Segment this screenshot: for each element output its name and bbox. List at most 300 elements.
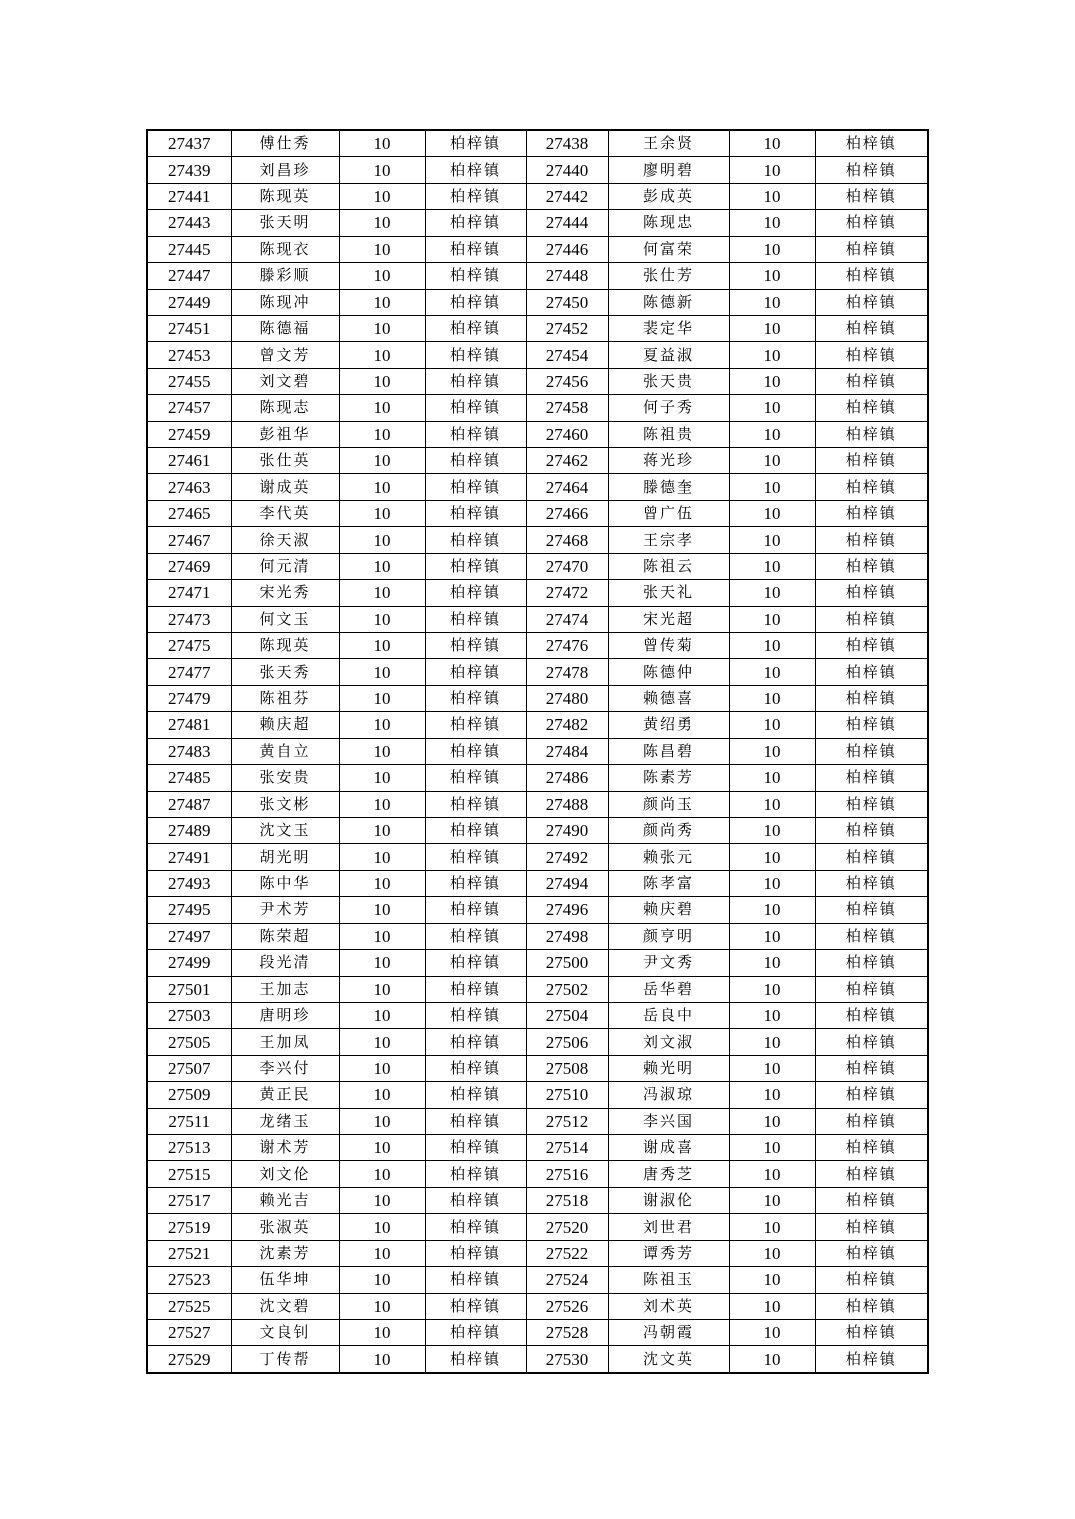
table-row	[147, 1187, 928, 1213]
count-cell: 10	[729, 1214, 815, 1240]
id-cell: 27454	[526, 342, 608, 368]
name-cell: 陈现英	[231, 633, 339, 659]
id-cell: 27497	[147, 923, 231, 949]
id-cell: 27527	[147, 1319, 231, 1345]
count-cell: 10	[339, 395, 425, 421]
town-cell: 柏梓镇	[815, 844, 928, 870]
town-cell: 柏梓镇	[815, 395, 928, 421]
table-row	[147, 1214, 928, 1240]
town-cell: 柏梓镇	[425, 289, 526, 315]
count-cell: 10	[729, 1319, 815, 1345]
id-cell: 27511	[147, 1108, 231, 1134]
town-cell: 柏梓镇	[425, 1293, 526, 1319]
id-cell: 27481	[147, 712, 231, 738]
count-cell: 10	[339, 183, 425, 209]
table-row	[147, 712, 928, 738]
id-cell: 27459	[147, 421, 231, 447]
count-cell: 10	[729, 1029, 815, 1055]
name-cell: 曾传菊	[608, 633, 729, 659]
id-cell: 27461	[147, 448, 231, 474]
town-cell: 柏梓镇	[425, 1002, 526, 1028]
name-cell: 龙绪玉	[231, 1108, 339, 1134]
name-cell: 赖张元	[608, 844, 729, 870]
town-cell: 柏梓镇	[425, 580, 526, 606]
id-cell: 27439	[147, 157, 231, 183]
count-cell: 10	[339, 897, 425, 923]
table-row	[147, 1029, 928, 1055]
count-cell: 10	[339, 685, 425, 711]
id-cell: 27440	[526, 157, 608, 183]
town-cell: 柏梓镇	[815, 368, 928, 394]
id-cell: 27518	[526, 1187, 608, 1213]
id-cell: 27437	[147, 130, 231, 157]
name-cell: 陈昌碧	[608, 738, 729, 764]
count-cell: 10	[729, 368, 815, 394]
name-cell: 丁传帮	[231, 1346, 339, 1373]
table-row	[147, 1293, 928, 1319]
count-cell: 10	[339, 1161, 425, 1187]
town-cell: 柏梓镇	[815, 1267, 928, 1293]
town-cell: 柏梓镇	[815, 765, 928, 791]
table-row	[147, 289, 928, 315]
name-cell: 滕德奎	[608, 474, 729, 500]
id-cell: 27504	[526, 1002, 608, 1028]
count-cell: 10	[339, 1240, 425, 1266]
town-cell: 柏梓镇	[425, 791, 526, 817]
table-row	[147, 368, 928, 394]
town-cell: 柏梓镇	[425, 553, 526, 579]
id-cell: 27470	[526, 553, 608, 579]
id-cell: 27507	[147, 1055, 231, 1081]
name-cell: 陈德仲	[608, 659, 729, 685]
table-row	[147, 1082, 928, 1108]
town-cell: 柏梓镇	[815, 923, 928, 949]
town-cell: 柏梓镇	[425, 1108, 526, 1134]
name-cell: 裴定华	[608, 315, 729, 341]
count-cell: 10	[339, 950, 425, 976]
count-cell: 10	[729, 500, 815, 526]
town-cell: 柏梓镇	[425, 183, 526, 209]
table-row	[147, 263, 928, 289]
town-cell: 柏梓镇	[815, 474, 928, 500]
name-cell: 颜亨明	[608, 923, 729, 949]
id-cell: 27522	[526, 1240, 608, 1266]
town-cell: 柏梓镇	[425, 210, 526, 236]
count-cell: 10	[339, 421, 425, 447]
id-cell: 27464	[526, 474, 608, 500]
table-row	[147, 633, 928, 659]
town-cell: 柏梓镇	[815, 1293, 928, 1319]
name-cell: 何元清	[231, 553, 339, 579]
town-cell: 柏梓镇	[815, 1082, 928, 1108]
id-cell: 27491	[147, 844, 231, 870]
roster-table	[146, 129, 929, 1374]
id-cell: 27438	[526, 130, 608, 157]
town-cell: 柏梓镇	[425, 527, 526, 553]
count-cell: 10	[729, 1267, 815, 1293]
town-cell: 柏梓镇	[815, 1240, 928, 1266]
town-cell: 柏梓镇	[425, 315, 526, 341]
count-cell: 10	[339, 130, 425, 157]
id-cell: 27487	[147, 791, 231, 817]
id-cell: 27453	[147, 342, 231, 368]
id-cell: 27475	[147, 633, 231, 659]
town-cell: 柏梓镇	[425, 633, 526, 659]
count-cell: 10	[729, 1346, 815, 1373]
count-cell: 10	[339, 474, 425, 500]
town-cell: 柏梓镇	[425, 712, 526, 738]
id-cell: 27529	[147, 1346, 231, 1373]
table-row	[147, 659, 928, 685]
count-cell: 10	[729, 659, 815, 685]
id-cell: 27525	[147, 1293, 231, 1319]
id-cell: 27493	[147, 870, 231, 896]
table-row	[147, 315, 928, 341]
id-cell: 27460	[526, 421, 608, 447]
town-cell: 柏梓镇	[425, 765, 526, 791]
town-cell: 柏梓镇	[425, 923, 526, 949]
town-cell: 柏梓镇	[815, 236, 928, 262]
table-row	[147, 950, 928, 976]
town-cell: 柏梓镇	[815, 210, 928, 236]
count-cell: 10	[339, 791, 425, 817]
name-cell: 陈祖云	[608, 553, 729, 579]
town-cell: 柏梓镇	[425, 817, 526, 843]
town-cell: 柏梓镇	[815, 342, 928, 368]
count-cell: 10	[729, 236, 815, 262]
count-cell: 10	[339, 236, 425, 262]
count-cell: 10	[729, 712, 815, 738]
table-row	[147, 844, 928, 870]
name-cell: 陈素芳	[608, 765, 729, 791]
count-cell: 10	[339, 448, 425, 474]
count-cell: 10	[729, 1082, 815, 1108]
id-cell: 27510	[526, 1082, 608, 1108]
name-cell: 陈现志	[231, 395, 339, 421]
name-cell: 滕彩顺	[231, 263, 339, 289]
id-cell: 27480	[526, 685, 608, 711]
town-cell: 柏梓镇	[815, 580, 928, 606]
count-cell: 10	[729, 315, 815, 341]
name-cell: 陈现英	[231, 183, 339, 209]
count-cell: 10	[729, 1187, 815, 1213]
count-cell: 10	[729, 183, 815, 209]
id-cell: 27506	[526, 1029, 608, 1055]
town-cell: 柏梓镇	[815, 130, 928, 157]
id-cell: 27515	[147, 1161, 231, 1187]
id-cell: 27519	[147, 1214, 231, 1240]
id-cell: 27524	[526, 1267, 608, 1293]
count-cell: 10	[729, 263, 815, 289]
id-cell: 27513	[147, 1135, 231, 1161]
town-cell: 柏梓镇	[815, 1029, 928, 1055]
name-cell: 陈现冲	[231, 289, 339, 315]
id-cell: 27447	[147, 263, 231, 289]
table-row	[147, 1135, 928, 1161]
count-cell: 10	[729, 870, 815, 896]
count-cell: 10	[729, 289, 815, 315]
name-cell: 文良钊	[231, 1319, 339, 1345]
count-cell: 10	[339, 527, 425, 553]
id-cell: 27494	[526, 870, 608, 896]
id-cell: 27483	[147, 738, 231, 764]
count-cell: 10	[729, 817, 815, 843]
name-cell: 唐秀芝	[608, 1161, 729, 1187]
name-cell: 何子秀	[608, 395, 729, 421]
name-cell: 张天明	[231, 210, 339, 236]
table-row	[147, 897, 928, 923]
name-cell: 谭秀芳	[608, 1240, 729, 1266]
id-cell: 27516	[526, 1161, 608, 1187]
table-row	[147, 765, 928, 791]
count-cell: 10	[339, 844, 425, 870]
name-cell: 曾广伍	[608, 500, 729, 526]
town-cell: 柏梓镇	[425, 685, 526, 711]
count-cell: 10	[339, 765, 425, 791]
town-cell: 柏梓镇	[815, 1002, 928, 1028]
table-row	[147, 500, 928, 526]
count-cell: 10	[339, 1135, 425, 1161]
id-cell: 27458	[526, 395, 608, 421]
count-cell: 10	[729, 527, 815, 553]
id-cell: 27451	[147, 315, 231, 341]
name-cell: 徐天淑	[231, 527, 339, 553]
name-cell: 张仕芳	[608, 263, 729, 289]
id-cell: 27462	[526, 448, 608, 474]
id-cell: 27517	[147, 1187, 231, 1213]
count-cell: 10	[729, 765, 815, 791]
town-cell: 柏梓镇	[815, 421, 928, 447]
name-cell: 陈祖玉	[608, 1267, 729, 1293]
town-cell: 柏梓镇	[425, 448, 526, 474]
town-cell: 柏梓镇	[815, 897, 928, 923]
count-cell: 10	[339, 606, 425, 632]
count-cell: 10	[339, 1187, 425, 1213]
name-cell: 冯朝霞	[608, 1319, 729, 1345]
name-cell: 蒋光珍	[608, 448, 729, 474]
town-cell: 柏梓镇	[425, 870, 526, 896]
count-cell: 10	[729, 685, 815, 711]
name-cell: 王加志	[231, 976, 339, 1002]
name-cell: 傅仕秀	[231, 130, 339, 157]
name-cell: 伍华坤	[231, 1267, 339, 1293]
table-row	[147, 1108, 928, 1134]
id-cell: 27463	[147, 474, 231, 500]
id-cell: 27445	[147, 236, 231, 262]
count-cell: 10	[339, 289, 425, 315]
id-cell: 27478	[526, 659, 608, 685]
count-cell: 10	[339, 633, 425, 659]
name-cell: 刘术英	[608, 1293, 729, 1319]
id-cell: 27443	[147, 210, 231, 236]
name-cell: 沈文碧	[231, 1293, 339, 1319]
name-cell: 张安贵	[231, 765, 339, 791]
table-row	[147, 236, 928, 262]
id-cell: 27486	[526, 765, 608, 791]
count-cell: 10	[339, 870, 425, 896]
name-cell: 段光清	[231, 950, 339, 976]
id-cell: 27450	[526, 289, 608, 315]
name-cell: 陈祖贵	[608, 421, 729, 447]
count-cell: 10	[339, 157, 425, 183]
town-cell: 柏梓镇	[815, 950, 928, 976]
count-cell: 10	[729, 342, 815, 368]
count-cell: 10	[729, 395, 815, 421]
name-cell: 张天秀	[231, 659, 339, 685]
table-row	[147, 1240, 928, 1266]
town-cell: 柏梓镇	[815, 183, 928, 209]
id-cell: 27469	[147, 553, 231, 579]
table-row	[147, 923, 928, 949]
count-cell: 10	[339, 315, 425, 341]
town-cell: 柏梓镇	[815, 712, 928, 738]
table-row	[147, 1055, 928, 1081]
count-cell: 10	[339, 1346, 425, 1373]
town-cell: 柏梓镇	[425, 1214, 526, 1240]
count-cell: 10	[339, 1214, 425, 1240]
town-cell: 柏梓镇	[815, 1108, 928, 1134]
id-cell: 27495	[147, 897, 231, 923]
id-cell: 27489	[147, 817, 231, 843]
count-cell: 10	[729, 923, 815, 949]
count-cell: 10	[339, 342, 425, 368]
town-cell: 柏梓镇	[425, 1055, 526, 1081]
table-row	[147, 817, 928, 843]
id-cell: 27465	[147, 500, 231, 526]
id-cell: 27473	[147, 606, 231, 632]
count-cell: 10	[729, 897, 815, 923]
town-cell: 柏梓镇	[815, 1346, 928, 1373]
name-cell: 黄绍勇	[608, 712, 729, 738]
name-cell: 彭祖华	[231, 421, 339, 447]
id-cell: 27457	[147, 395, 231, 421]
count-cell: 10	[729, 1240, 815, 1266]
count-cell: 10	[729, 580, 815, 606]
town-cell: 柏梓镇	[425, 1135, 526, 1161]
count-cell: 10	[729, 1293, 815, 1319]
count-cell: 10	[339, 210, 425, 236]
name-cell: 何富荣	[608, 236, 729, 262]
id-cell: 27479	[147, 685, 231, 711]
count-cell: 10	[339, 1082, 425, 1108]
id-cell: 27526	[526, 1293, 608, 1319]
town-cell: 柏梓镇	[425, 263, 526, 289]
name-cell: 王余贤	[608, 130, 729, 157]
count-cell: 10	[729, 950, 815, 976]
name-cell: 尹术芳	[231, 897, 339, 923]
name-cell: 岳良中	[608, 1002, 729, 1028]
town-cell: 柏梓镇	[815, 633, 928, 659]
name-cell: 陈中华	[231, 870, 339, 896]
id-cell: 27490	[526, 817, 608, 843]
name-cell: 王宗孝	[608, 527, 729, 553]
town-cell: 柏梓镇	[425, 1161, 526, 1187]
table-row	[147, 791, 928, 817]
town-cell: 柏梓镇	[815, 817, 928, 843]
table-row	[147, 1002, 928, 1028]
count-cell: 10	[729, 474, 815, 500]
name-cell: 刘文伦	[231, 1161, 339, 1187]
count-cell: 10	[729, 1002, 815, 1028]
table-row	[147, 395, 928, 421]
count-cell: 10	[339, 817, 425, 843]
count-cell: 10	[339, 659, 425, 685]
name-cell: 王加凤	[231, 1029, 339, 1055]
name-cell: 刘世君	[608, 1214, 729, 1240]
count-cell: 10	[729, 976, 815, 1002]
name-cell: 李兴国	[608, 1108, 729, 1134]
town-cell: 柏梓镇	[425, 976, 526, 1002]
count-cell: 10	[339, 1319, 425, 1345]
count-cell: 10	[729, 130, 815, 157]
table-row	[147, 553, 928, 579]
name-cell: 沈文玉	[231, 817, 339, 843]
town-cell: 柏梓镇	[815, 606, 928, 632]
count-cell: 10	[339, 1293, 425, 1319]
town-cell: 柏梓镇	[425, 130, 526, 157]
id-cell: 27477	[147, 659, 231, 685]
id-cell: 27484	[526, 738, 608, 764]
town-cell: 柏梓镇	[815, 1055, 928, 1081]
name-cell: 赖光吉	[231, 1187, 339, 1213]
table-row	[147, 606, 928, 632]
id-cell: 27492	[526, 844, 608, 870]
table-row	[147, 527, 928, 553]
id-cell: 27468	[526, 527, 608, 553]
id-cell: 27512	[526, 1108, 608, 1134]
town-cell: 柏梓镇	[425, 1267, 526, 1293]
id-cell: 27448	[526, 263, 608, 289]
count-cell: 10	[339, 1029, 425, 1055]
table-row	[147, 210, 928, 236]
name-cell: 张淑英	[231, 1214, 339, 1240]
town-cell: 柏梓镇	[815, 1214, 928, 1240]
town-cell: 柏梓镇	[425, 659, 526, 685]
count-cell: 10	[729, 1055, 815, 1081]
table-row	[147, 1319, 928, 1345]
id-cell: 27509	[147, 1082, 231, 1108]
table-row	[147, 1267, 928, 1293]
name-cell: 沈文英	[608, 1346, 729, 1373]
count-cell: 10	[339, 368, 425, 394]
roster-body	[147, 130, 928, 1373]
id-cell: 27452	[526, 315, 608, 341]
count-cell: 10	[729, 1135, 815, 1161]
count-cell: 10	[729, 553, 815, 579]
name-cell: 冯淑琼	[608, 1082, 729, 1108]
count-cell: 10	[339, 712, 425, 738]
table-row	[147, 1161, 928, 1187]
name-cell: 宋光超	[608, 606, 729, 632]
name-cell: 谢术芳	[231, 1135, 339, 1161]
name-cell: 胡光明	[231, 844, 339, 870]
town-cell: 柏梓镇	[425, 606, 526, 632]
name-cell: 谢成喜	[608, 1135, 729, 1161]
count-cell: 10	[729, 738, 815, 764]
count-cell: 10	[729, 606, 815, 632]
table-row	[147, 738, 928, 764]
name-cell: 尹文秀	[608, 950, 729, 976]
table-row	[147, 1346, 928, 1373]
id-cell: 27514	[526, 1135, 608, 1161]
name-cell: 宋光秀	[231, 580, 339, 606]
name-cell: 赖庆碧	[608, 897, 729, 923]
town-cell: 柏梓镇	[425, 474, 526, 500]
town-cell: 柏梓镇	[425, 1187, 526, 1213]
town-cell: 柏梓镇	[815, 685, 928, 711]
count-cell: 10	[729, 1161, 815, 1187]
town-cell: 柏梓镇	[425, 1082, 526, 1108]
